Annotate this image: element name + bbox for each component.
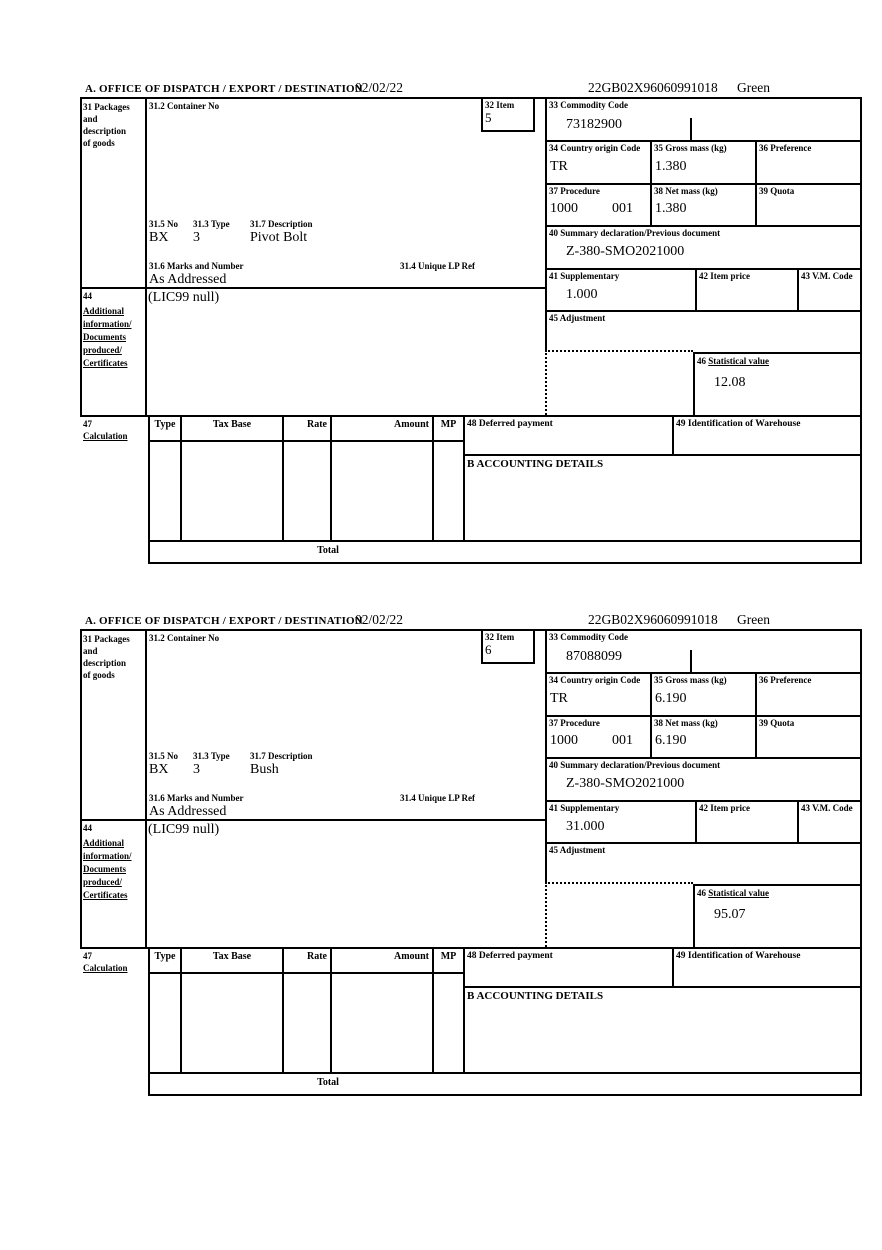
box31-packages-label [83,633,130,681]
divider-line [545,842,862,844]
procedure-value: 1000 [550,201,578,216]
net-mass-value: 6.190 [655,733,687,748]
box41-supplementary-label: 41 Supplementary [549,271,620,281]
divider-line [545,672,862,674]
divider-line [693,884,695,947]
table-header-rate: Rate [307,419,327,430]
box44-number-label: 44 [83,823,92,833]
bottom-border-line [148,1094,862,1096]
divider-line [695,800,697,844]
section-a-title: A. OFFICE OF DISPATCH / EXPORT / DESTINATION [85,615,363,627]
routing-status: Green [737,612,770,627]
box40-previous-document-label: 40 Summary declaration/Previous document [549,228,721,238]
dotted-divider-line [545,882,547,947]
box47-number-label: 47 [83,951,92,961]
box31-label-line: and [83,114,98,124]
divider-line [545,800,862,802]
gross-mass-value: 1.380 [655,159,687,174]
declaration-item-block-1 [0,80,882,566]
box31-5-no-label: 31.5 No [149,219,178,229]
additional-info-value: (LIC99 null) [148,290,220,305]
box44-label-line: Additional [83,838,125,848]
top-border-line [80,629,862,631]
box31-2-container-label: 31.2 Container No [149,633,220,643]
box31-7-description-label: 31.7 Description [250,751,313,761]
dispatch-date: 02/02/22 [355,80,404,95]
box44-additional-label [83,837,132,902]
divider-line [545,225,862,227]
box44-label-line: information/ [83,319,132,329]
table-header-line [148,972,465,974]
commodity-code-tick-line [690,118,692,140]
box31-label-line: of goods [83,138,115,148]
table-header-amount: Amount [393,951,429,962]
box44-label-line: information/ [83,851,132,861]
table-column-line [180,947,182,1072]
table-border-line [463,947,465,1072]
item-number-value: 6 [485,642,492,657]
box48-deferred-payment-label: 48 Deferred payment [467,951,553,961]
divider-line [80,819,547,821]
box31-6-marks-label: 31.6 Marks and Number [149,261,244,271]
supplementary-value: 31.000 [566,819,605,834]
package-type-value: 3 [193,762,200,777]
box31-3-type-label: 31.3 Type [193,219,230,229]
divider-line [693,352,695,415]
divider-line [755,672,757,759]
box44-label-line: produced/ [83,877,122,887]
table-header-type: Type [154,951,176,962]
divider-line [695,268,697,312]
box44-label-line: Additional [83,306,125,316]
package-no-value: BX [149,762,169,777]
marks-value: As Addressed [149,804,227,819]
table-border-line [463,415,465,540]
box31-label-line: description [83,126,127,136]
package-type-value: 3 [193,230,200,245]
additional-info-value: (LIC99 null) [148,822,220,837]
commodity-code-value: 87088099 [566,649,622,664]
box31-label-line: 31 Packages [83,634,130,644]
table-column-line [180,415,182,540]
table-header-tax-base: Tax Base [212,419,252,430]
statistical-value: 12.08 [714,375,746,390]
box49-warehouse-label: 49 Identification of Warehouse [676,419,801,429]
divider-line [693,352,862,354]
divider-line [797,800,799,844]
divider-line [80,287,547,289]
box46-statistical-label [697,356,769,367]
table-header-line [148,440,465,442]
divider-line [463,454,862,456]
divider-line [672,415,674,456]
table-column-line [330,415,332,540]
marks-value: As Addressed [149,272,227,287]
table-header-rate: Rate [307,951,327,962]
net-mass-value: 1.380 [655,201,687,216]
box32-item-label: 32 Item [485,100,515,110]
right-border-line [860,97,862,564]
box31-5-no-label: 31.5 No [149,751,178,761]
divider-line [148,1072,862,1074]
supplementary-value: 1.000 [566,287,598,302]
divider-line [80,415,862,417]
divider-line [145,629,147,949]
box31-4-lp-ref-label: 31.4 Unique LP Ref [400,793,476,803]
box46-statistical-label [697,888,769,899]
box44-label-line: Certificates [83,358,128,368]
previous-document-value: Z-380-SMO2021000 [566,244,685,259]
routing-status: Green [737,80,770,95]
box39-quota-label: 39 Quota [759,186,795,196]
total-label: Total [317,545,339,556]
left-border-line [80,97,82,417]
dotted-divider-line [545,350,693,352]
accounting-details-label: B ACCOUNTING DETAILS [467,458,604,470]
box36-preference-label: 36 Preference [759,675,812,685]
table-header-amount: Amount [393,419,429,430]
box39-quota-label: 39 Quota [759,718,795,728]
statistical-value: 95.07 [714,907,746,922]
divider-line [545,183,862,185]
total-label: Total [317,1077,339,1088]
goods-description-value: Bush [250,762,279,777]
box34-origin-label: 34 Country origin Code [549,143,641,153]
declaration-reference: 22GB02X96060991018 [588,612,718,627]
box46-number: 46 [697,888,706,898]
box31-label-line: 31 Packages [83,102,130,112]
package-no-value: BX [149,230,169,245]
table-column-line [330,947,332,1072]
box31-6-marks-label: 31.6 Marks and Number [149,793,244,803]
dotted-divider-line [545,882,693,884]
box44-label-line: Documents [83,332,126,342]
box44-label-line: Documents [83,864,126,874]
box31-2-container-label: 31.2 Container No [149,101,220,111]
box31-7-description-label: 31.7 Description [250,219,313,229]
box44-label-line: Certificates [83,890,128,900]
top-border-line [80,97,862,99]
table-column-line [432,947,434,1072]
box38-net-mass-label: 38 Net mass (kg) [654,186,718,196]
box31-3-type-label: 31.3 Type [193,751,230,761]
table-header-mp: MP [440,419,457,430]
box46-text: Statistical value [708,888,769,898]
box45-adjustment-label: 45 Adjustment [549,313,606,323]
box32-item-label: 32 Item [485,632,515,642]
previous-document-value: Z-380-SMO2021000 [566,776,685,791]
divider-line [650,672,652,759]
country-origin-value: TR [550,159,568,174]
box45-adjustment-label: 45 Adjustment [549,845,606,855]
table-column-line [432,415,434,540]
procedure-extra-value: 001 [612,733,633,748]
box47-calculation-label: Calculation [83,963,128,973]
box49-warehouse-label: 49 Identification of Warehouse [676,951,801,961]
box44-additional-label [83,305,132,370]
box31-packages-label [83,101,130,149]
box43-vm-code-label: 43 V.M. Code [801,271,853,281]
dispatch-date: 02/02/22 [355,612,404,627]
section-a-title: A. OFFICE OF DISPATCH / EXPORT / DESTINATION [85,83,363,95]
box35-gross-mass-label: 35 Gross mass (kg) [654,675,727,685]
procedure-extra-value: 001 [612,201,633,216]
box31-label-line: of goods [83,670,115,680]
declaration-reference: 22GB02X96060991018 [588,80,718,95]
box44-label-line: produced/ [83,345,122,355]
box38-net-mass-label: 38 Net mass (kg) [654,718,718,728]
divider-line [148,540,862,542]
item-number-value: 5 [485,110,492,125]
divider-line [545,715,862,717]
divider-line [755,140,757,227]
table-header-tax-base: Tax Base [212,951,252,962]
box42-item-price-label: 42 Item price [699,271,750,281]
left-border-line [80,629,82,949]
box46-text: Statistical value [708,356,769,366]
box37-procedure-label: 37 Procedure [549,186,600,196]
box33-commodity-label: 33 Commodity Code [549,632,628,642]
box46-number: 46 [697,356,706,366]
box40-previous-document-label: 40 Summary declaration/Previous document [549,760,721,770]
divider-line [545,310,862,312]
bottom-border-line [148,562,862,564]
box34-origin-label: 34 Country origin Code [549,675,641,685]
box44-number-label: 44 [83,291,92,301]
divider-line [693,884,862,886]
divider-line [545,757,862,759]
divider-line [650,140,652,227]
divider-line [145,97,147,417]
box47-calculation-label: Calculation [83,431,128,441]
divider-line [80,947,862,949]
box42-item-price-label: 42 Item price [699,803,750,813]
goods-description-value: Pivot Bolt [250,230,308,245]
declaration-item-block-2 [0,612,882,1098]
divider-line [672,947,674,988]
box37-procedure-label: 37 Procedure [549,718,600,728]
accounting-details-label: B ACCOUNTING DETAILS [467,990,604,1002]
box41-supplementary-label: 41 Supplementary [549,803,620,813]
dotted-divider-line [545,350,547,415]
box31-label-line: and [83,646,98,656]
commodity-code-value: 73182900 [566,117,622,132]
box47-number-label: 47 [83,419,92,429]
procedure-value: 1000 [550,733,578,748]
divider-line [797,268,799,312]
right-border-line [860,629,862,1096]
table-header-type: Type [154,419,176,430]
box33-commodity-label: 33 Commodity Code [549,100,628,110]
gross-mass-value: 6.190 [655,691,687,706]
box36-preference-label: 36 Preference [759,143,812,153]
box43-vm-code-label: 43 V.M. Code [801,803,853,813]
box35-gross-mass-label: 35 Gross mass (kg) [654,143,727,153]
table-column-line [282,947,284,1072]
box31-4-lp-ref-label: 31.4 Unique LP Ref [400,261,476,271]
table-header-mp: MP [440,951,457,962]
divider-line [463,986,862,988]
box48-deferred-payment-label: 48 Deferred payment [467,419,553,429]
commodity-code-tick-line [690,650,692,672]
divider-line [545,140,862,142]
box31-label-line: description [83,658,127,668]
divider-line [545,268,862,270]
country-origin-value: TR [550,691,568,706]
table-column-line [282,415,284,540]
